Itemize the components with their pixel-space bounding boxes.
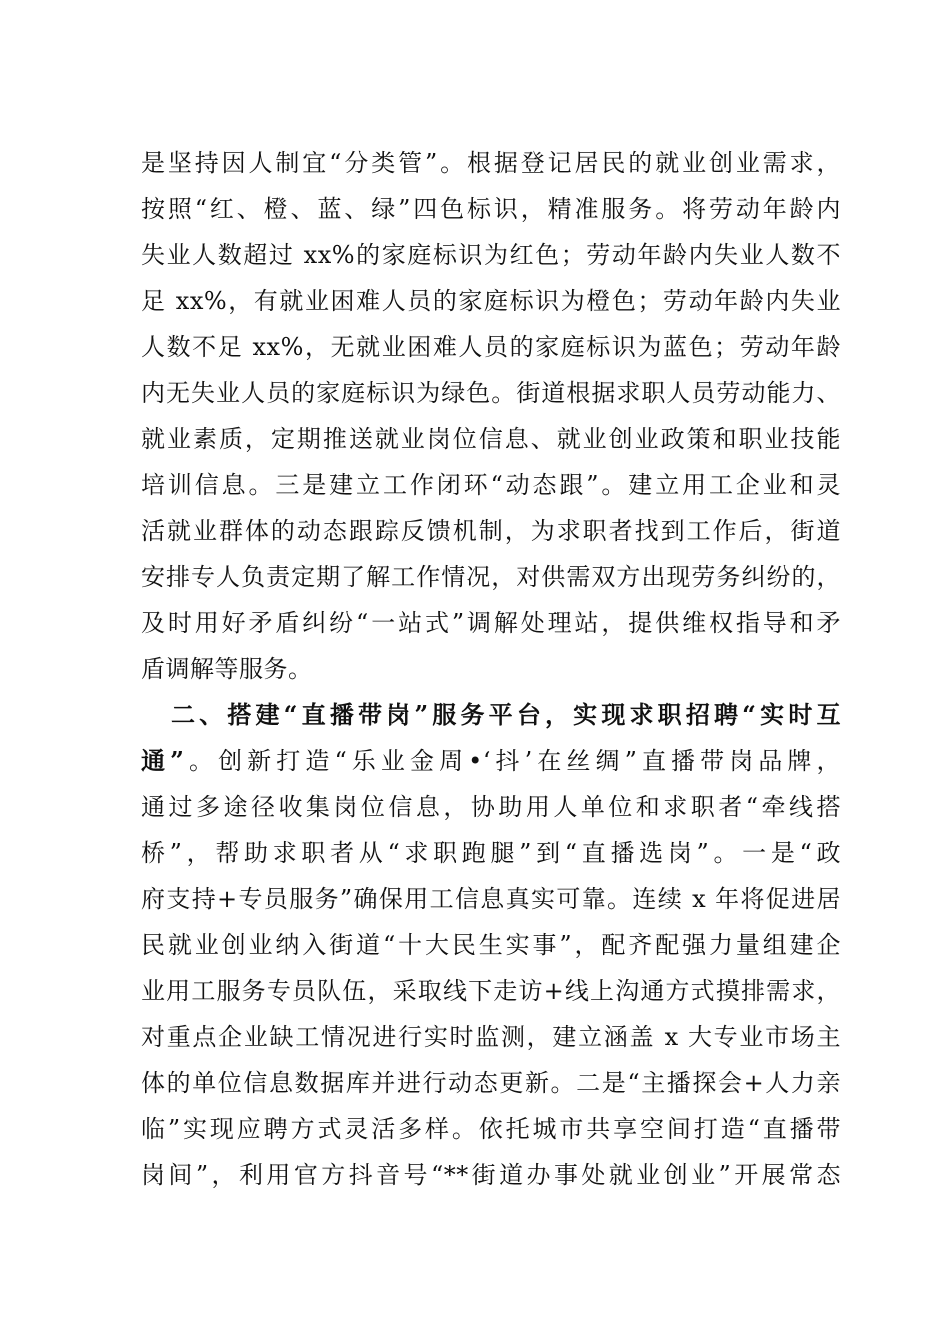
text-line: 人数不足 xx%，无就业困难人员的家庭标识为蓝色；劳动年龄 bbox=[141, 333, 841, 361]
text-line: 业用工服务专员队伍，采取线下走访+线上沟通方式摸排需求， bbox=[141, 977, 841, 1005]
text-line: 是坚持因人制宜“分类管”。根据登记居民的就业创业需求， bbox=[141, 149, 841, 177]
text-line: 通过多途径收集岗位信息，协助用人单位和求职者“牵线搭 bbox=[141, 793, 841, 821]
text-line: 临”实现应聘方式灵活多样。依托城市共享空间打造“直播带 bbox=[141, 1115, 841, 1143]
text-line-rest: 。创新打造“乐业金周•‘抖’在丝绸”直播带岗品牌， bbox=[184, 747, 842, 775]
text-line: 安排专人负责定期了解工作情况，对供需双方出现劳务纠纷的， bbox=[141, 563, 841, 591]
text-line: 及时用好矛盾纠纷“一站式”调解处理站，提供维权指导和矛 bbox=[141, 609, 841, 637]
text-line: 按照“红、橙、蓝、绿”四色标识，精准服务。将劳动年龄内 bbox=[141, 195, 841, 223]
text-line: 足 xx%，有就业困难人员的家庭标识为橙色；劳动年龄内失业 bbox=[141, 287, 841, 315]
text-line: 失业人数超过 xx%的家庭标识为红色；劳动年龄内失业人数不 bbox=[141, 241, 841, 269]
text-line: 岗间”，利用官方抖音号“**街道办事处就业创业”开展常态 bbox=[141, 1161, 841, 1189]
section-heading-end: 通” bbox=[141, 746, 185, 775]
text-line: 体的单位信息数据库并进行动态更新。二是“主播探会+人力亲 bbox=[141, 1069, 841, 1097]
text-line: 活就业群体的动态跟踪反馈机制，为求职者找到工作后，街道 bbox=[141, 517, 841, 545]
text-line: 培训信息。三是建立工作闭环“动态跟”。建立用工企业和灵 bbox=[141, 471, 841, 499]
text-line: 就业素质，定期推送就业岗位信息、就业创业政策和职业技能 bbox=[141, 425, 841, 453]
text-line: 府支持+专员服务”确保用工信息真实可靠。连续 x 年将促进居 bbox=[141, 885, 841, 913]
text-line: 盾调解等服务。 bbox=[141, 655, 313, 683]
document-body bbox=[141, 140, 841, 1198]
text-line: 内无失业人员的家庭标识为绿色。街道根据求职人员劳动能力、 bbox=[141, 379, 841, 407]
section-heading-continuation bbox=[141, 738, 841, 784]
text-line: 对重点企业缺工情况进行实时监测，建立涵盖 x 大专业市场主 bbox=[141, 1023, 841, 1051]
text-line: 民就业创业纳入街道“十大民生实事”，配齐配强力量组建企 bbox=[141, 931, 841, 959]
section-heading-line: 二、搭建“直播带岗”服务平台，实现求职招聘“实时互 bbox=[171, 700, 841, 729]
text-line: 桥”，帮助求职者从“求职跑腿”到“直播选岗”。一是“政 bbox=[141, 839, 841, 867]
